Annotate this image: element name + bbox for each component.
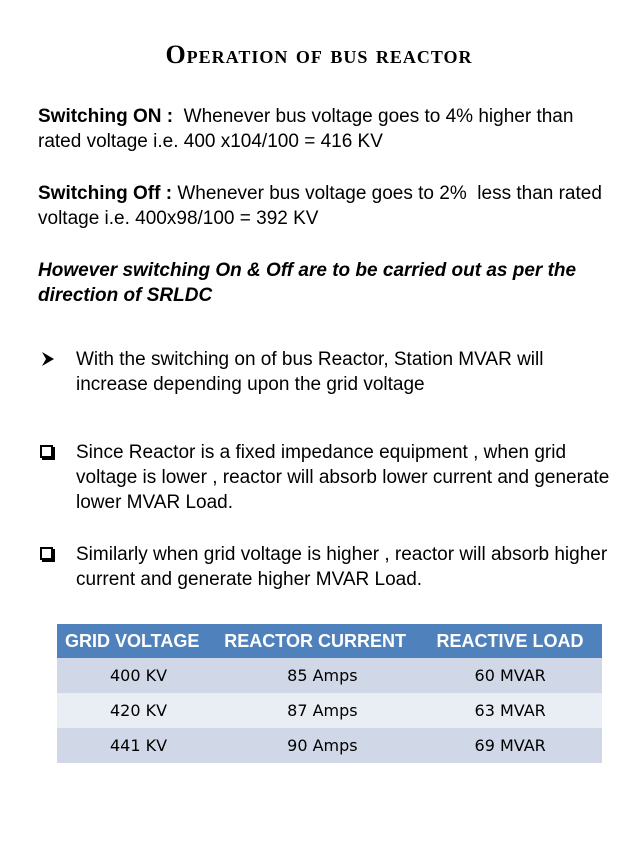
bullet-item bbox=[40, 440, 620, 515]
bullet-item bbox=[40, 542, 620, 592]
grid-voltage-cell: 420 KV bbox=[57, 693, 216, 728]
checkbox-bullet-icon bbox=[40, 440, 76, 515]
switching-on-label: Switching ON : bbox=[38, 106, 174, 127]
table-header-row bbox=[57, 624, 602, 658]
table-row bbox=[57, 658, 602, 693]
switching-off-text: Whenever bus voltage goes to 2% less than rated voltage i.e. 400x98/100 = 392 KV bbox=[38, 183, 608, 229]
arrow-bullet-icon bbox=[40, 347, 76, 397]
table-row bbox=[57, 693, 602, 728]
column-header-reactor-current: REACTOR CURRENT bbox=[216, 624, 428, 658]
checkbox-bullet-icon bbox=[40, 542, 76, 592]
grid-voltage-cell: 400 KV bbox=[57, 658, 216, 693]
reactive-load-cell: 63 MVAR bbox=[429, 693, 602, 728]
bullet-text: With the switching on of bus Reactor, Station MVAR will increase depending upon the grid voltage bbox=[76, 349, 544, 395]
column-header-grid-voltage: GRID VOLTAGE bbox=[57, 624, 216, 658]
table-row bbox=[57, 728, 602, 763]
grid-voltage-cell: 441 KV bbox=[57, 728, 216, 763]
bullet-text: Since Reactor is a fixed impedance equipment , when grid voltage is lower , reactor will absorb lower current and generate lower MVAR Load. bbox=[76, 442, 610, 513]
reactive-load-cell: 60 MVAR bbox=[429, 658, 602, 693]
column-header-reactive-load: REACTIVE LOAD bbox=[429, 624, 602, 658]
reactive-load-cell: 69 MVAR bbox=[429, 728, 602, 763]
switching-on-text: Whenever bus voltage goes to 4% higher than rated voltage i.e. 400 x104/100 = 416 KV bbox=[38, 106, 579, 152]
switching-on-paragraph bbox=[38, 104, 618, 154]
reactor-current-cell: 85 Amps bbox=[216, 658, 428, 693]
switching-off-paragraph bbox=[38, 181, 618, 231]
page-title: Operation of bus reactor bbox=[165, 40, 473, 69]
bullet-item bbox=[40, 347, 620, 397]
bullet-text: Similarly when grid voltage is higher , reactor will absorb higher current and generate higher MVAR Load. bbox=[76, 544, 608, 590]
reactor-current-cell: 87 Amps bbox=[216, 693, 428, 728]
voltage-table bbox=[57, 624, 602, 763]
switching-off-label: Switching Off : bbox=[38, 183, 173, 204]
reactor-current-cell: 90 Amps bbox=[216, 728, 428, 763]
srldc-note: However switching On & Off are to be carried out as per the direction of SRLDC bbox=[38, 260, 577, 306]
